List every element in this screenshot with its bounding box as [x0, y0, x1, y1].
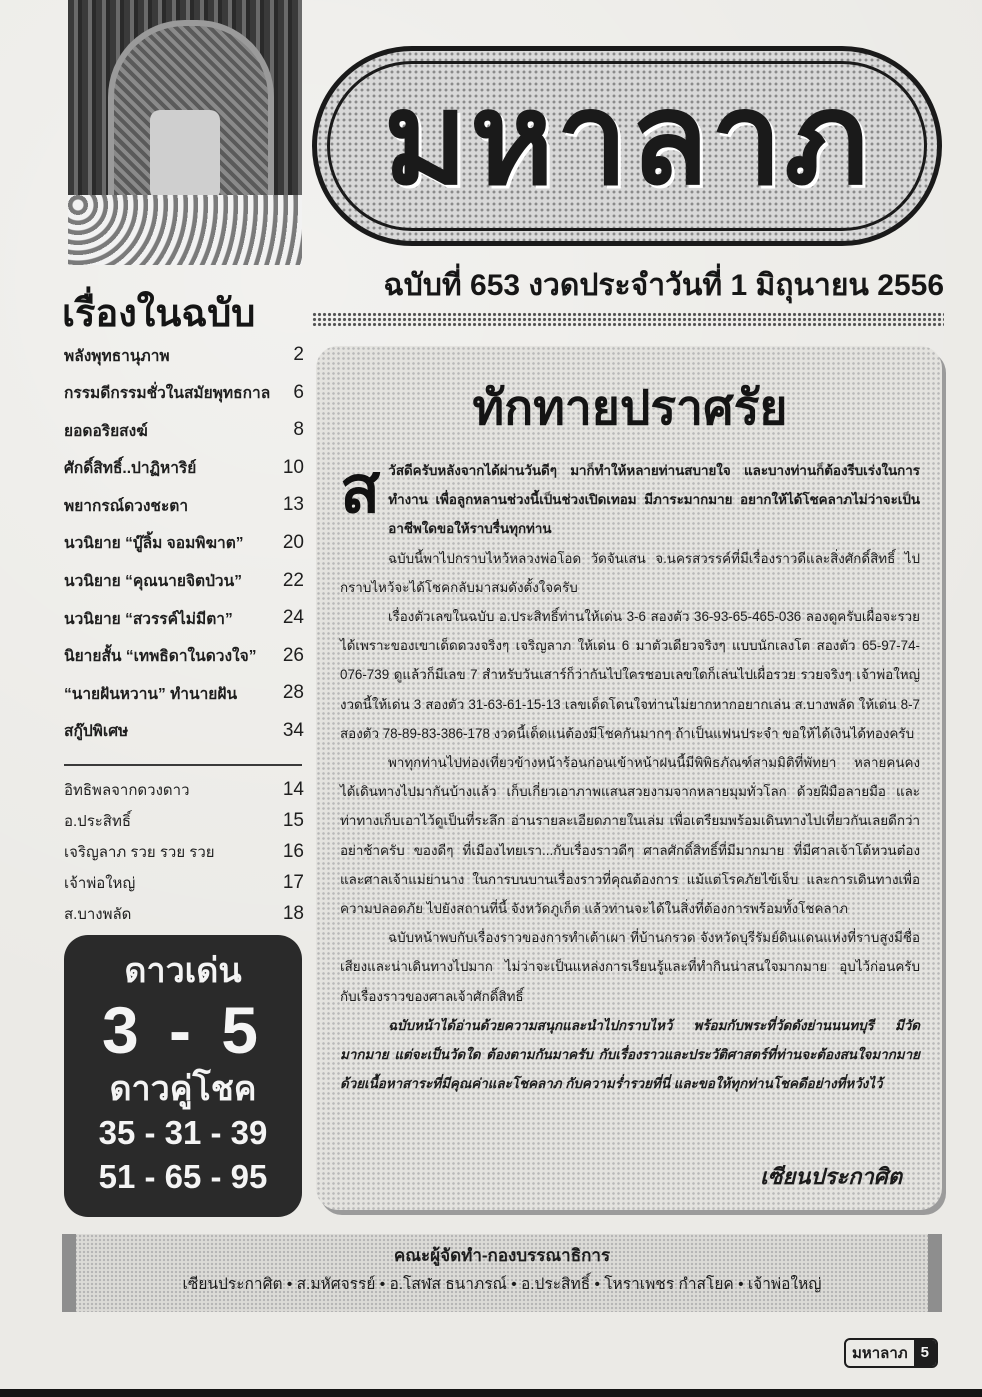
drop-cap: ส [340, 450, 381, 528]
toc-item[interactable] [64, 415, 304, 445]
toc-item[interactable] [64, 838, 304, 865]
toc-item-title: ส.บางพลัด [64, 906, 132, 924]
toc-item-title: “นายฝันหวาน” ทำนายฝัน [64, 685, 238, 703]
toc-item-page: 2 [293, 344, 304, 365]
toc-item-page: 16 [282, 840, 304, 862]
lucky-pair-row-2: 51 - 65 - 95 [98, 1158, 268, 1195]
toc-item[interactable] [64, 453, 304, 483]
toc-item[interactable] [64, 603, 304, 633]
lucky-subtitle: ดาวคู่โชค [109, 1070, 257, 1108]
toc-item[interactable] [64, 340, 304, 370]
editorial-paragraph: พาทุกท่านไปท่องเที่ยวข้างหน้าร้อนก่อนเข้าหน้าฝนนี้มีพิพิธภัณฑ์สามมิติที่พัทยา หลายคนคงได้เดินทางไปมากันบ้างแล้ว เก็บเกี่ยวเอาภาพแสนสวยงามจากหลายมุมทั่วโลก ด้วยฝีมือลายมือ และท่าทางเก็บเอาไว้ดูเป็นที่ระลึก อ่านรายละเอียดภายในเล่ม เพื่อเตรียมพร้อมเดินทางไปเที่ยวกันเลยดีกว่าอย่าช้าครับ ของดีๆ ที่เมืองไทยเรา...กับเรื่องราวดีๆ ศาลศักดิ์สิทธิ์ที่มีมากมาย ที่มีศาลเจ้าโต้หวนต๋อง และศาลเจ้าแม่ย่านาง ในการบนบานเรื่องราวที่คุณต้องการ แม้แต่โรคภัยไข้เจ็บ และการเดินทางเพื่อความปลอดภัย ไปยังสถานที่นี้ จังหวัดภูเก็ต แล้วท่านจะได้ในสิ่งที่ต้องการพร้อมทั้งโชคลาภ [340, 755, 920, 917]
buddha-shrine [150, 110, 220, 200]
toc-item[interactable] [64, 566, 304, 596]
toc-item-title: เจ้าพ่อใหญ่ [64, 875, 136, 893]
toc-item-page: 24 [282, 607, 304, 629]
toc-item-page: 28 [282, 682, 304, 704]
footer-magazine-name: มหาลาภ [851, 1345, 908, 1362]
lucky-main-numbers: 3 - 5 [101, 993, 265, 1067]
toc-item-page: 14 [282, 778, 304, 800]
toc-item[interactable] [64, 807, 304, 834]
toc-item-page: 34 [282, 719, 304, 741]
toc-item[interactable] [64, 870, 304, 897]
editorial-box [316, 346, 942, 1210]
toc-item[interactable] [64, 490, 304, 520]
editorial-signature: เซียนประกาศิต [760, 1164, 902, 1190]
page-bottom-edge [0, 1389, 982, 1397]
toc-item-title: พยากรณ์ดวงชะตา [64, 497, 189, 515]
lucky-title: ดาวเด่น [124, 952, 242, 990]
toc-item-page: 22 [282, 569, 304, 591]
editorial-paragraph: ฉบับหน้าพบกับเรื่องราวของการทำเต้าเผา ที่บ้านกรวด จังหวัดบุรีรัมย์ดินแดนแห่งที่ราบสูงมีชื่อเสียงและน่าเดินทางไปมาก ไม่ว่าจะเป็นแหล่งการเรียนรู้และที่ทำกินน่าสนใจมากมาย อุบไว้ก่อนครับ กับเรื่องราวของศาลเจ้าศักดิ์สิทธิ์ [340, 930, 920, 1004]
editorial-title: ทักทายปราศรัย [472, 380, 788, 436]
toc-item-title: นิยายสั้น “เทพธิดาในดวงใจ” [64, 648, 257, 666]
editorial-paragraph: เรื่องตัวเลขในฉบับ อ.ประสิทธิ์ท่านให้เด่น 3-6 สองตัว 36-93-65-465-036 ลองดูครับเผื่อจะรวยได้เพราะของเขาเด็ดดวงจริงๆ เจริญลาภ ให้เด่น 6 มาตัวเดียวจริงๆ แบบนักเลงโต สองตัว 65-97-74-076-739 ดูแล้วก็มีเลข 7 สำหรับวันเสาร์ก็ว่ากันไปใครชอบเลขใดก็เล่นไปเผื่อรวย รวยจริงๆ เจ้าพ่อใหญ่งวดนี้ให้เด่น 3 สองตัว 31-63-61-15-13 เลขเด็ดโดนใจท่านไม่ยากหากอยากเล่น ส.บางพลัด ให้เด่น 8-7 สองตัว 78-89-83-386-178 งวดนี้เด็ดแน่ต้องมีโชคกันมากๆ ถ้าเป็นแฟนประจำ ขอให้ได้เงินได้ทองครับ [340, 609, 920, 741]
toc-item-page: 13 [282, 494, 304, 516]
toc-item-title: พลังพุทธานุภาพ [64, 347, 170, 365]
credits-title: คณะผู้จัดทำ-กองบรรณาธิการ [393, 1246, 611, 1265]
toc-item-page: 17 [282, 872, 304, 894]
toc-item-page: 26 [282, 644, 304, 666]
toc-item[interactable] [64, 716, 304, 746]
toc-list-columns [64, 776, 304, 932]
flower-offerings [68, 195, 302, 265]
credits-bar [62, 1234, 942, 1312]
toc-item[interactable] [64, 641, 304, 671]
toc-item-page: 10 [282, 456, 304, 478]
page-footer-badge [844, 1338, 938, 1368]
lucky-numbers-box [64, 935, 302, 1217]
toc-item-title: นวนิยาย “สวรรค์ไม่มีตา” [64, 610, 233, 628]
toc-item-page: 8 [293, 419, 304, 441]
toc-item-title: เจริญลาภ รวย รวย รวย [64, 843, 215, 861]
page-number: 5 [914, 1340, 936, 1366]
magazine-title: มหาลาภ [383, 64, 871, 214]
editorial-paragraph-text: วัสดีครับหลังจากได้ผ่านวันดีๆ มาก็ทำให้หลายท่านสบายใจ และบางท่านก็ต้องรีบเร่งในการทำงาน เพื่อลูกหลานช่วงนี้เป็นช่วงเปิดเทอม มีภาระมากมาย อยากให้ได้โชคลาภไม่ว่าจะเป็นอาชีพใดขอให้ราบรื่นทุกท่าน [388, 463, 920, 537]
toc-item[interactable] [64, 901, 304, 928]
toc-divider [64, 764, 302, 766]
toc-heading: เรื่องในฉบับ [62, 290, 256, 335]
toc-list [64, 340, 304, 754]
toc-item-title: อิทธิพลจากดวงดาว [64, 781, 190, 799]
toc-item-title: ยอดอริยสงฆ์ [64, 422, 148, 440]
toc-item-page: 15 [282, 809, 304, 831]
toc-item[interactable] [64, 678, 304, 708]
editorial-paragraph [340, 450, 920, 544]
toc-item-page: 20 [282, 531, 304, 553]
issue-line: ฉบับที่ 653 งวดประจำวันที่ 1 มิถุนายน 2556 [383, 269, 944, 302]
masthead-logo [312, 46, 942, 246]
editorial-paragraph: ฉบับนี้พาไปกราบไหว้หลวงพ่อโอด วัดจันเสน จ.นครสวรรค์ที่มีเรื่องราวดีและสิ่งศักดิ์สิทธิ์ ไปกราบไหว้จะได้โชคกลับมาสมดังตั้งใจครับ [340, 550, 920, 595]
toc-item-title: อ.ประสิทธิ์ [64, 812, 132, 830]
toc-item-title: กรรมดีกรรมชั่วในสมัยพุทธกาล [64, 385, 271, 403]
toc-item-title: นวนิยาย “บู๊ลิ้ม จอมพิฆาต” [64, 535, 244, 553]
temple-photo [68, 0, 302, 265]
toc-item-title: ศักดิ์สิทธิ์..ปาฏิหาริย์ [64, 460, 197, 478]
credits-names: เซียนประกาศิต • ส.มหัศจรรย์ • อ.โสฬส ธนาภรณ์ • อ.ประสิทธิ์ • โหราเพชร กำสโยค • เจ้าพ่อใหญ่ [182, 1276, 822, 1293]
toc-item-title: สกู๊ปพิเศษ [64, 723, 129, 741]
toc-item[interactable] [64, 528, 304, 558]
toc-item[interactable] [64, 776, 304, 803]
issue-rule [312, 312, 944, 326]
editorial-paragraph: ฉบับหน้าได้อ่านด้วยความสนุกและนำไปกราบไหว้ พร้อมกับพระที่วัดดังย่านนนทบุรี มีวัดมากมาย แต่จะเป็นวัดใด ต้องตามกันมาครับ กับเรื่องราวและประวัติศาสตร์ที่ท่านจะต้องสนใจมากมาย ด้วยเนื้อหาสาระที่มีคุณค่าและโชคลาภ กับความร่ำรวยที่นี่ และขอให้ทุกท่านโชคดีอย่างที่หวังไว้ [340, 1017, 920, 1092]
lucky-pair-row-1: 35 - 31 - 39 [98, 1114, 268, 1151]
toc-item-page: 18 [282, 903, 304, 925]
toc-item-page: 6 [293, 381, 304, 403]
toc-item-title: นวนิยาย “คุณนายจิตป่วน” [64, 573, 242, 591]
toc-item[interactable] [64, 378, 304, 408]
